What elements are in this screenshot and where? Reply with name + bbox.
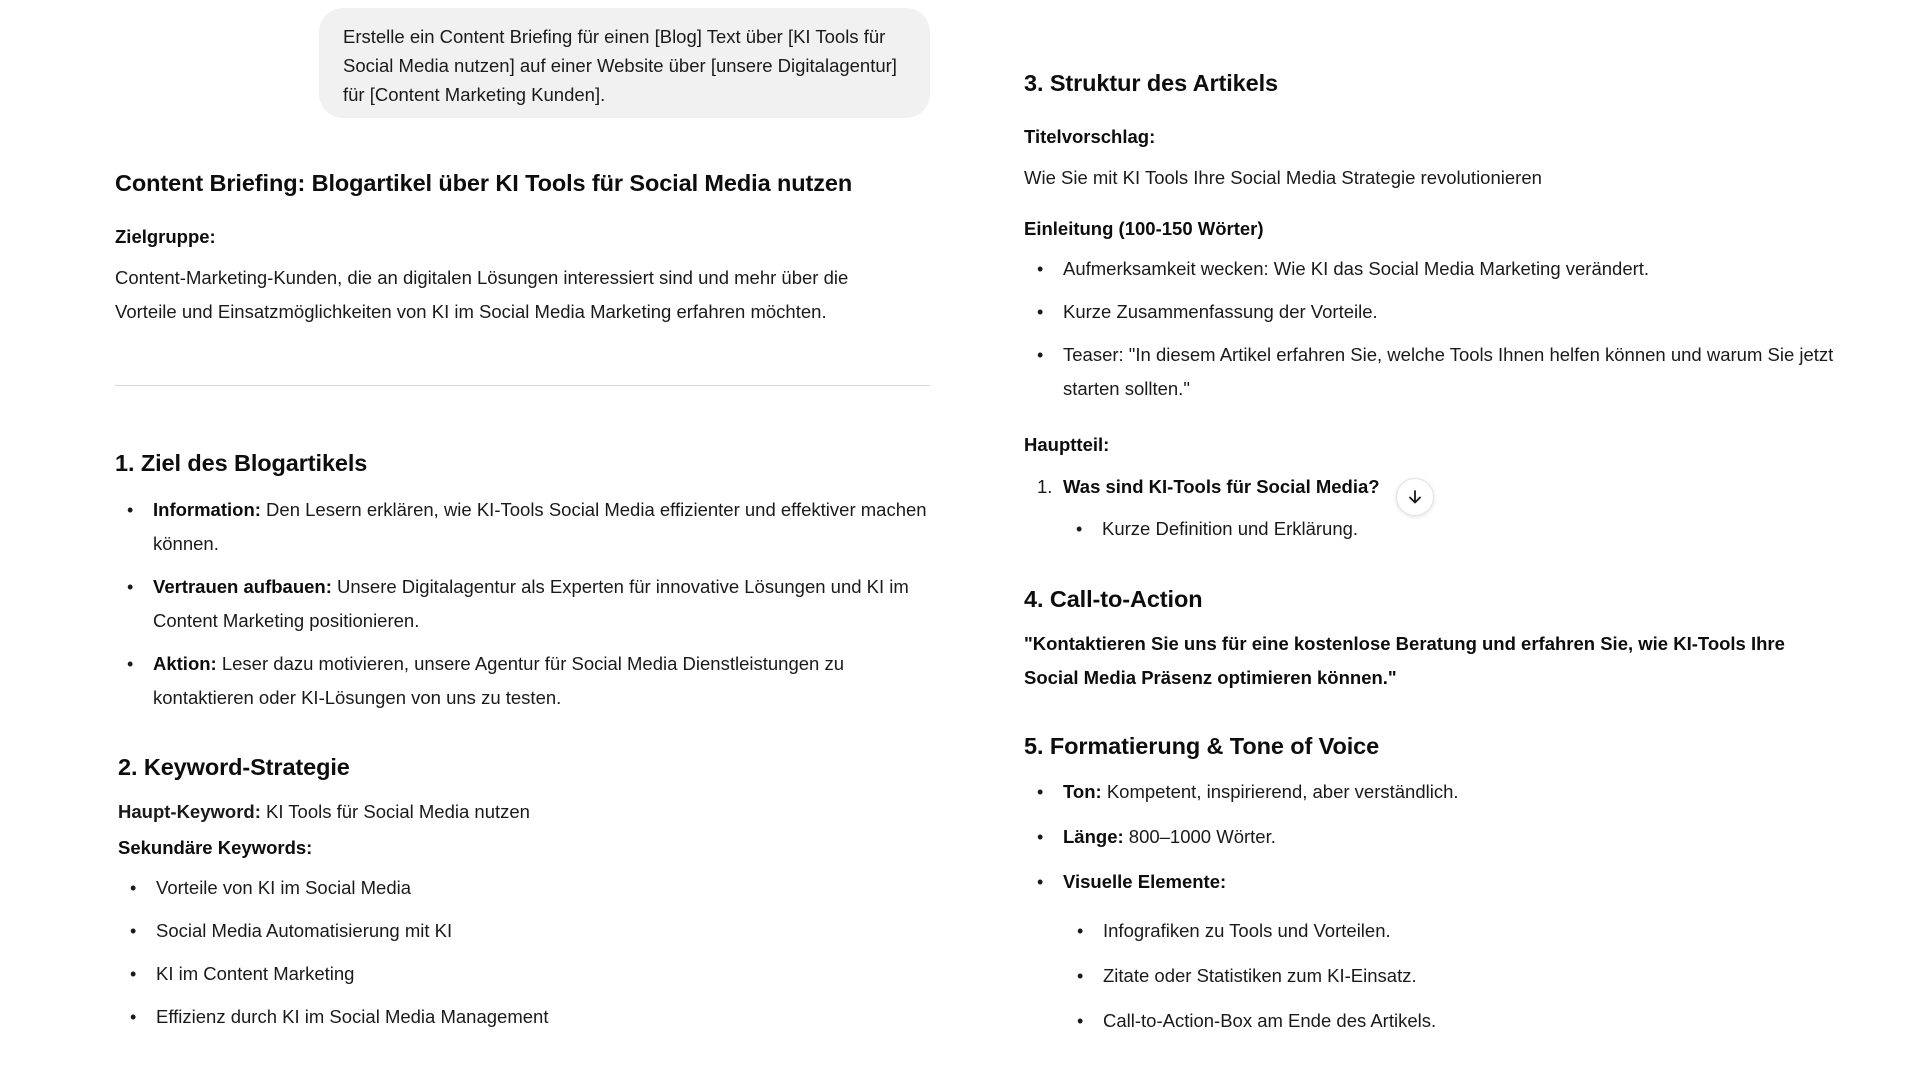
- bullet-icon: •: [1077, 966, 1084, 986]
- target-group-label: Zielgruppe:: [115, 226, 216, 247]
- bullet-icon: •: [127, 654, 134, 674]
- scroll-to-bottom-button[interactable]: [1396, 478, 1434, 516]
- list-item-label: Vertrauen aufbauen:: [153, 576, 332, 597]
- numbered-item-title: Was sind KI-Tools für Social Media?: [1063, 476, 1380, 497]
- bullet-icon: •: [130, 964, 137, 984]
- list-item: [1037, 865, 1843, 899]
- briefing-title: Content Briefing: Blogartikel über KI Tools für Social Media nutzen: [115, 170, 853, 196]
- section5-heading: 5. Formatierung & Tone of Voice: [1024, 733, 1380, 759]
- list-item: [127, 647, 933, 715]
- bullet-icon: •: [1037, 827, 1044, 847]
- main-keyword-label: Haupt-Keyword:: [118, 801, 261, 822]
- intro-list: [1037, 252, 1853, 406]
- list-item-label: Aktion:: [153, 653, 217, 674]
- section2-heading: 2. Keyword-Strategie: [118, 754, 350, 780]
- bullet-icon: •: [1037, 345, 1044, 365]
- main-keyword-value: KI Tools für Social Media nutzen: [260, 801, 530, 822]
- list-item-text: Den Lesern erklären, wie KI-Tools Social Media effizienter und effektiver machen können.: [153, 499, 927, 554]
- list-item-label: Information:: [153, 499, 261, 520]
- cta-text: "Kontaktieren Sie uns für eine kostenlose Beratung und erfahren Sie, wie KI-Tools Ihre Social Media Präsenz optimieren können.": [1024, 633, 1785, 688]
- bullet-icon: •: [1077, 921, 1084, 941]
- list-item: • Kurze Definition und Erklärung.: [1102, 512, 1702, 546]
- list-item-text: Leser dazu motivieren, unsere Agentur für Social Media Dienstleistungen zu kontaktieren oder KI-Lösungen von uns zu testen.: [153, 653, 845, 708]
- bullet-icon: •: [130, 878, 137, 898]
- section3-heading: 3. Struktur des Artikels: [1024, 70, 1279, 96]
- section1-list: [127, 493, 933, 715]
- intro-label: Einleitung (100-150 Wörter): [1024, 218, 1264, 239]
- secondary-keywords-label: Sekundäre Keywords:: [118, 837, 313, 858]
- list-item: • Vorteile von KI im Social Media: [156, 871, 916, 905]
- list-item: • Ton: Kompetent, inspirierend, aber verständlich.: [1063, 775, 1843, 809]
- section1-heading: 1. Ziel des Blogartikels: [115, 450, 368, 476]
- visual-elements-list: [1077, 914, 1843, 1038]
- list-item: • Kurze Zusammenfassung der Vorteile.: [1063, 295, 1853, 329]
- list-item-label: Ton:: [1063, 781, 1102, 802]
- bullet-icon: •: [1037, 259, 1044, 279]
- section4-heading: 4. Call-to-Action: [1024, 586, 1203, 612]
- list-item: • Infografiken zu Tools und Vorteilen.: [1103, 914, 1843, 948]
- title-suggestion-value: Wie Sie mit KI Tools Ihre Social Media Strategie revolutionieren: [1024, 167, 1542, 188]
- list-item: • Zitate oder Statistiken zum KI-Einsatz.: [1103, 959, 1843, 993]
- secondary-keywords-list: [130, 871, 916, 1034]
- list-item: • Social Media Automatisierung mit KI: [156, 914, 916, 948]
- list-item-label: Länge:: [1063, 826, 1124, 847]
- list-item-label: Visuelle Elemente:: [1063, 871, 1227, 892]
- bullet-icon: •: [127, 577, 134, 597]
- title-suggestion-label: Titelvorschlag:: [1024, 126, 1156, 147]
- section-divider: [115, 385, 930, 386]
- section5-list: [1037, 775, 1843, 899]
- main-keyword-line: [118, 795, 530, 829]
- arrow-down-icon: [1406, 488, 1424, 506]
- list-item: [127, 493, 933, 561]
- bullet-icon: •: [1076, 519, 1083, 539]
- numbered-item-number: 1.: [1037, 476, 1053, 497]
- list-item: • Call-to-Action-Box am Ende des Artikels.: [1103, 1004, 1843, 1038]
- user-message-text: Erstelle ein Content Briefing für einen [Blog] Text über [KI Tools für Social Media nutzen] auf einer Website über [unsere Digitalagentur] für [Content Marketing Kunden].: [343, 26, 897, 105]
- list-item: • Länge: 800–1000 Wörter.: [1063, 820, 1843, 854]
- bullet-icon: •: [130, 921, 137, 941]
- bullet-icon: •: [1077, 1011, 1084, 1031]
- bullet-icon: •: [130, 1007, 137, 1027]
- list-item: • KI im Content Marketing: [156, 957, 916, 991]
- list-item: [127, 570, 933, 638]
- main-part-label: Hauptteil:: [1024, 434, 1110, 455]
- bullet-icon: •: [1037, 782, 1044, 802]
- bullet-icon: •: [1037, 302, 1044, 322]
- list-item: • Teaser: "In diesem Artikel erfahren Sie, welche Tools Ihnen helfen können und warum Sie jetzt starten sollten.": [1063, 338, 1853, 406]
- list-item: • Aufmerksamkeit wecken: Wie KI das Social Media Marketing verändert.: [1063, 252, 1853, 286]
- bullet-icon: •: [127, 500, 134, 520]
- list-item: • Effizienz durch KI im Social Media Management: [156, 1000, 916, 1034]
- user-message-bubble: [319, 8, 930, 118]
- bullet-icon: •: [1037, 872, 1044, 892]
- list-item-text: Unsere Digitalagentur als Experten für innovative Lösungen und KI im Content Marketing positionieren.: [153, 576, 909, 631]
- target-group-text: Content-Marketing-Kunden, die an digitalen Lösungen interessiert sind und mehr über die Vorteile und Einsatzmöglichkeiten von KI im Social Media Marketing erfahren möchten.: [115, 267, 849, 322]
- numbered-sublist: [1076, 512, 1702, 546]
